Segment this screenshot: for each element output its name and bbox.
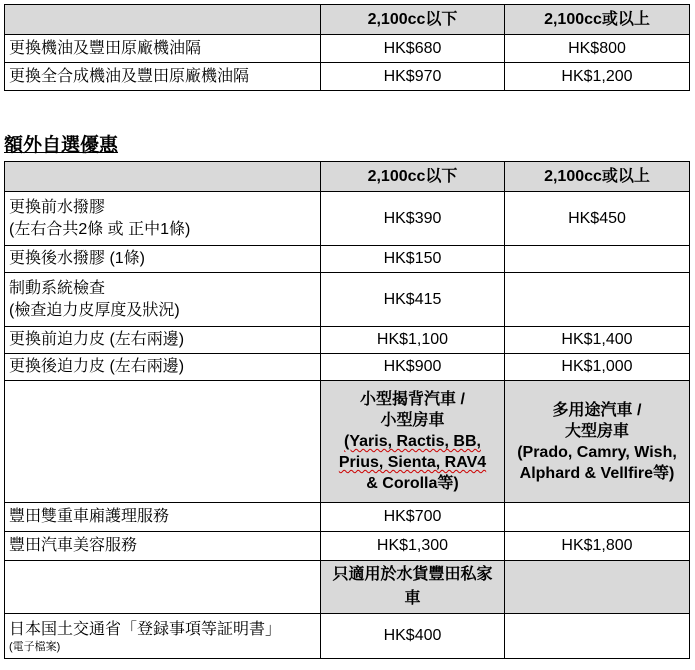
price-cell <box>505 614 690 659</box>
category-line: 多用途汽車 / <box>552 401 642 419</box>
service-label-cell <box>5 192 321 246</box>
header-blank-cell <box>5 5 321 35</box>
service-label: 更換後迫力皮 (左右兩邊) <box>5 354 321 381</box>
service-sublabel: (左右合共2條 或 正中1條) <box>9 220 191 238</box>
table-row <box>5 354 690 381</box>
header-under-2100cc: 2,100cc以下 <box>321 5 505 35</box>
price-cell: HK$415 <box>321 273 505 327</box>
price-cell: HK$150 <box>321 246 505 273</box>
note-line: 只適用於水貨豐田私家 <box>332 566 493 583</box>
category-large-car <box>505 381 690 503</box>
service-label: 更換全合成機油及豐田原廠機油隔 <box>5 63 321 91</box>
price-cell: HK$800 <box>505 35 690 63</box>
blank-cell <box>5 561 321 614</box>
price-cell <box>505 503 690 532</box>
price-cell: HK$390 <box>321 192 505 246</box>
header-2100cc-or-above: 2,100cc或以上 <box>505 5 690 35</box>
header-under-2100cc: 2,100cc以下 <box>321 162 505 192</box>
price-cell <box>505 246 690 273</box>
category-line: Alphard & Vellfire等) <box>519 464 675 482</box>
service-label: 更換後水撥膠 (1條) <box>5 246 321 273</box>
price-cell: HK$1,100 <box>321 327 505 354</box>
header-blank-cell <box>5 162 321 192</box>
price-cell: HK$900 <box>321 354 505 381</box>
price-cell: HK$680 <box>321 35 505 63</box>
service-label: 更換前迫力皮 (左右兩邊) <box>5 327 321 354</box>
service-label: 豐田汽車美容服務 <box>5 532 321 561</box>
category-line: (Prado, Camry, Wish, <box>517 443 677 461</box>
price-cell: HK$1,800 <box>505 532 690 561</box>
table-row <box>5 273 690 327</box>
price-cell <box>505 273 690 327</box>
table-row <box>5 246 690 273</box>
note-parallel-import-only <box>321 561 505 614</box>
basic-service-price-table <box>4 4 690 91</box>
price-cell: HK$1,400 <box>505 327 690 354</box>
category-line: 小型揭背汽車 / <box>360 391 465 408</box>
price-cell: HK$400 <box>321 614 505 659</box>
service-label-cell <box>5 273 321 327</box>
table-row <box>5 192 690 246</box>
optional-offers-price-table <box>4 161 690 659</box>
price-cell: HK$970 <box>321 63 505 91</box>
table-header-row <box>5 5 690 35</box>
service-label: 更換機油及豐田原廠機油隔 <box>5 35 321 63</box>
table-row <box>5 532 690 561</box>
price-cell: HK$450 <box>505 192 690 246</box>
blank-cell <box>505 561 690 614</box>
category-line: 大型房車 <box>564 422 629 440</box>
note-line: 車 <box>404 590 421 607</box>
price-cell: HK$700 <box>321 503 505 532</box>
section-title: 額外自選優惠 <box>4 135 119 156</box>
price-cell: HK$1,300 <box>321 532 505 561</box>
table-header-row <box>5 162 690 192</box>
service-sublabel: (檢查迫力皮厚度及狀況) <box>9 301 180 319</box>
table-row <box>5 614 690 659</box>
service-label: 制動系統檢查 <box>9 279 106 297</box>
price-cell: HK$1,200 <box>505 63 690 91</box>
note-header-row <box>5 561 690 614</box>
vehicle-category-header-row <box>5 381 690 503</box>
service-label: 豐田雙重車廂護理服務 <box>5 503 321 532</box>
service-sublabel: (電子檔案) <box>9 640 61 653</box>
category-line: 小型房車 <box>380 412 445 429</box>
table-row <box>5 35 690 63</box>
header-2100cc-or-above: 2,100cc或以上 <box>505 162 690 192</box>
blank-cell <box>5 381 321 503</box>
service-label-cell <box>5 614 321 659</box>
table-row <box>5 327 690 354</box>
category-line: & Corolla等) <box>366 475 459 492</box>
table-row <box>5 63 690 91</box>
category-line: (Yaris, Ractis, BB, <box>344 433 481 450</box>
service-label: 日本国土交通省「登録事項等証明書」 <box>9 620 282 638</box>
table-row <box>5 503 690 532</box>
category-small-car <box>321 381 505 503</box>
service-label: 更換前水撥膠 <box>9 198 106 216</box>
category-line: Prius, Sienta, RAV4 <box>338 454 487 471</box>
price-cell: HK$1,000 <box>505 354 690 381</box>
